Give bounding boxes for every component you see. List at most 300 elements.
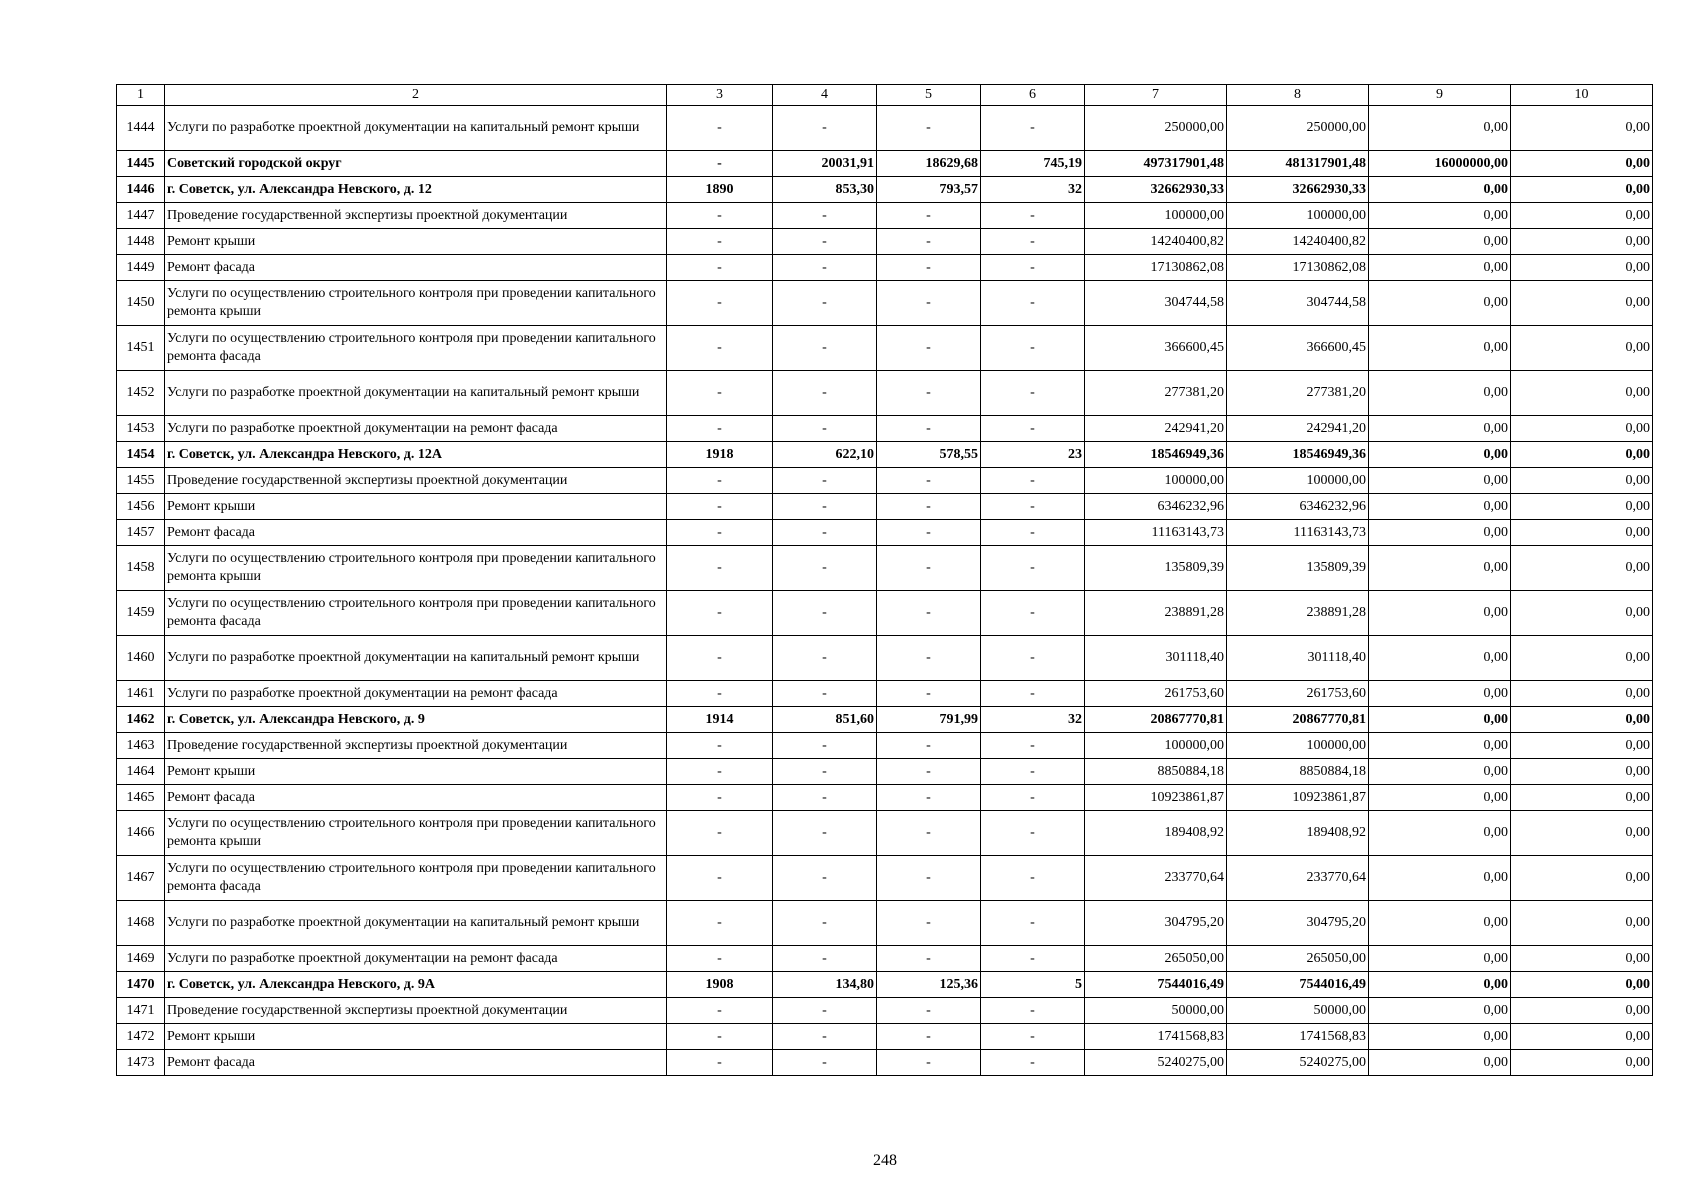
row-number-cell: 1450 xyxy=(117,281,165,326)
col10-cell: 0,00 xyxy=(1511,681,1653,707)
col5-cell: 793,57 xyxy=(877,177,981,203)
col5-cell: - xyxy=(877,1024,981,1050)
description-cell: Услуги по осуществлению строительного контроля при проведении капитального ремонта крыши xyxy=(165,546,667,591)
col4-cell: - xyxy=(773,856,877,901)
col10-cell: 0,00 xyxy=(1511,707,1653,733)
description-cell: Услуги по осуществлению строительного контроля при проведении капитального ремонта фасада xyxy=(165,856,667,901)
col3-cell: - xyxy=(667,546,773,591)
row-number-cell: 1456 xyxy=(117,494,165,520)
column-header-6: 6 xyxy=(981,85,1085,106)
col10-cell: 0,00 xyxy=(1511,255,1653,281)
column-header-5: 5 xyxy=(877,85,981,106)
table-row xyxy=(117,151,1653,177)
col4-cell: - xyxy=(773,106,877,151)
col3-cell: - xyxy=(667,106,773,151)
col10-cell: 0,00 xyxy=(1511,177,1653,203)
col8-cell: 5240275,00 xyxy=(1227,1050,1369,1076)
col6-cell: - xyxy=(981,811,1085,856)
col10-cell: 0,00 xyxy=(1511,203,1653,229)
row-number-cell: 1455 xyxy=(117,468,165,494)
row-number-cell: 1463 xyxy=(117,733,165,759)
col4-cell: - xyxy=(773,636,877,681)
row-number-cell: 1453 xyxy=(117,416,165,442)
table-row xyxy=(117,203,1653,229)
col5-cell: - xyxy=(877,998,981,1024)
col9-cell: 0,00 xyxy=(1369,106,1511,151)
col7-cell: 8850884,18 xyxy=(1085,759,1227,785)
col6-cell: - xyxy=(981,106,1085,151)
row-number-cell: 1464 xyxy=(117,759,165,785)
col3-cell: - xyxy=(667,759,773,785)
col7-cell: 11163143,73 xyxy=(1085,520,1227,546)
col8-cell: 304795,20 xyxy=(1227,901,1369,946)
col10-cell: 0,00 xyxy=(1511,229,1653,255)
col9-cell: 0,00 xyxy=(1369,636,1511,681)
col8-cell: 10923861,87 xyxy=(1227,785,1369,811)
col6-cell: - xyxy=(981,636,1085,681)
col4-cell: - xyxy=(773,281,877,326)
col5-cell: - xyxy=(877,229,981,255)
row-number-cell: 1444 xyxy=(117,106,165,151)
col9-cell: 0,00 xyxy=(1369,520,1511,546)
col5-cell: 125,36 xyxy=(877,972,981,998)
col7-cell: 366600,45 xyxy=(1085,326,1227,371)
col9-cell: 0,00 xyxy=(1369,901,1511,946)
col9-cell: 0,00 xyxy=(1369,468,1511,494)
col10-cell: 0,00 xyxy=(1511,759,1653,785)
col10-cell: 0,00 xyxy=(1511,972,1653,998)
row-number-cell: 1461 xyxy=(117,681,165,707)
table-row xyxy=(117,1050,1653,1076)
col6-cell: - xyxy=(981,856,1085,901)
col6-cell: - xyxy=(981,494,1085,520)
row-number-cell: 1448 xyxy=(117,229,165,255)
col8-cell: 366600,45 xyxy=(1227,326,1369,371)
col5-cell: - xyxy=(877,255,981,281)
col7-cell: 497317901,48 xyxy=(1085,151,1227,177)
col9-cell: 0,00 xyxy=(1369,546,1511,591)
row-number-cell: 1470 xyxy=(117,972,165,998)
col10-cell: 0,00 xyxy=(1511,546,1653,591)
col3-cell: - xyxy=(667,326,773,371)
col7-cell: 265050,00 xyxy=(1085,946,1227,972)
col10-cell: 0,00 xyxy=(1511,733,1653,759)
page-number: 248 xyxy=(873,1152,897,1169)
description-cell: Ремонт крыши xyxy=(165,1024,667,1050)
col5-cell: - xyxy=(877,733,981,759)
col3-cell: - xyxy=(667,416,773,442)
description-cell: Проведение государственной экспертизы проектной документации xyxy=(165,468,667,494)
col3-cell: 1914 xyxy=(667,707,773,733)
col9-cell: 0,00 xyxy=(1369,494,1511,520)
row-number-cell: 1473 xyxy=(117,1050,165,1076)
col10-cell: 0,00 xyxy=(1511,785,1653,811)
column-header-7: 7 xyxy=(1085,85,1227,106)
col5-cell: 18629,68 xyxy=(877,151,981,177)
col10-cell: 0,00 xyxy=(1511,901,1653,946)
col10-cell: 0,00 xyxy=(1511,371,1653,416)
col8-cell: 100000,00 xyxy=(1227,468,1369,494)
col4-cell: - xyxy=(773,229,877,255)
col8-cell: 50000,00 xyxy=(1227,998,1369,1024)
col3-cell: 1890 xyxy=(667,177,773,203)
row-number-cell: 1459 xyxy=(117,591,165,636)
table-row xyxy=(117,371,1653,416)
row-number-cell: 1471 xyxy=(117,998,165,1024)
col4-cell: 20031,91 xyxy=(773,151,877,177)
col6-cell: 32 xyxy=(981,177,1085,203)
description-cell: Услуги по осуществлению строительного контроля при проведении капитального ремонта крыши xyxy=(165,811,667,856)
description-cell: Услуги по осуществлению строительного контроля при проведении капитального ремонта фасада xyxy=(165,591,667,636)
description-cell: Ремонт крыши xyxy=(165,759,667,785)
col5-cell: - xyxy=(877,759,981,785)
table-header-row xyxy=(117,85,1653,106)
col4-cell: - xyxy=(773,759,877,785)
col7-cell: 32662930,33 xyxy=(1085,177,1227,203)
row-number-cell: 1458 xyxy=(117,546,165,591)
col9-cell: 0,00 xyxy=(1369,681,1511,707)
row-number-cell: 1472 xyxy=(117,1024,165,1050)
col9-cell: 0,00 xyxy=(1369,972,1511,998)
col6-cell: - xyxy=(981,901,1085,946)
col4-cell: 622,10 xyxy=(773,442,877,468)
col3-cell: - xyxy=(667,520,773,546)
description-cell: Ремонт крыши xyxy=(165,494,667,520)
col6-cell: 23 xyxy=(981,442,1085,468)
description-cell: Ремонт фасада xyxy=(165,785,667,811)
description-cell: Услуги по разработке проектной документации на капитальный ремонт крыши xyxy=(165,371,667,416)
col3-cell: - xyxy=(667,591,773,636)
col7-cell: 277381,20 xyxy=(1085,371,1227,416)
row-number-cell: 1446 xyxy=(117,177,165,203)
table-row xyxy=(117,468,1653,494)
col7-cell: 250000,00 xyxy=(1085,106,1227,151)
col5-cell: - xyxy=(877,203,981,229)
col5-cell: 578,55 xyxy=(877,442,981,468)
col3-cell: - xyxy=(667,998,773,1024)
col7-cell: 233770,64 xyxy=(1085,856,1227,901)
col10-cell: 0,00 xyxy=(1511,151,1653,177)
description-cell: Проведение государственной экспертизы проектной документации xyxy=(165,998,667,1024)
column-header-9: 9 xyxy=(1369,85,1511,106)
col6-cell: - xyxy=(981,1050,1085,1076)
col4-cell: 851,60 xyxy=(773,707,877,733)
col8-cell: 8850884,18 xyxy=(1227,759,1369,785)
col7-cell: 304795,20 xyxy=(1085,901,1227,946)
col7-cell: 7544016,49 xyxy=(1085,972,1227,998)
col9-cell: 0,00 xyxy=(1369,203,1511,229)
col10-cell: 0,00 xyxy=(1511,811,1653,856)
col6-cell: - xyxy=(981,371,1085,416)
col3-cell: - xyxy=(667,946,773,972)
row-number-cell: 1462 xyxy=(117,707,165,733)
col7-cell: 301118,40 xyxy=(1085,636,1227,681)
col10-cell: 0,00 xyxy=(1511,468,1653,494)
row-number-cell: 1452 xyxy=(117,371,165,416)
col3-cell: - xyxy=(667,371,773,416)
row-number-cell: 1466 xyxy=(117,811,165,856)
col5-cell: - xyxy=(877,785,981,811)
col7-cell: 135809,39 xyxy=(1085,546,1227,591)
col8-cell: 17130862,08 xyxy=(1227,255,1369,281)
table-row xyxy=(117,636,1653,681)
col5-cell: - xyxy=(877,856,981,901)
row-number-cell: 1451 xyxy=(117,326,165,371)
description-cell: Советский городской округ xyxy=(165,151,667,177)
col9-cell: 0,00 xyxy=(1369,281,1511,326)
col4-cell: - xyxy=(773,203,877,229)
col7-cell: 304744,58 xyxy=(1085,281,1227,326)
table-row xyxy=(117,177,1653,203)
col4-cell: - xyxy=(773,946,877,972)
col9-cell: 0,00 xyxy=(1369,442,1511,468)
description-cell: г. Советск, ул. Александра Невского, д. 9 xyxy=(165,707,667,733)
table-row xyxy=(117,494,1653,520)
col9-cell: 0,00 xyxy=(1369,416,1511,442)
col10-cell: 0,00 xyxy=(1511,106,1653,151)
col5-cell: - xyxy=(877,811,981,856)
table-row xyxy=(117,733,1653,759)
col5-cell: - xyxy=(877,106,981,151)
col8-cell: 277381,20 xyxy=(1227,371,1369,416)
col4-cell: - xyxy=(773,681,877,707)
table-row xyxy=(117,681,1653,707)
col6-cell: - xyxy=(981,998,1085,1024)
col8-cell: 135809,39 xyxy=(1227,546,1369,591)
col7-cell: 100000,00 xyxy=(1085,203,1227,229)
description-cell: Услуги по разработке проектной документации на ремонт фасада xyxy=(165,946,667,972)
col10-cell: 0,00 xyxy=(1511,494,1653,520)
col4-cell: - xyxy=(773,494,877,520)
col7-cell: 6346232,96 xyxy=(1085,494,1227,520)
description-cell: г. Советск, ул. Александра Невского, д. 9А xyxy=(165,972,667,998)
col6-cell: - xyxy=(981,520,1085,546)
col3-cell: - xyxy=(667,203,773,229)
col3-cell: - xyxy=(667,229,773,255)
col9-cell: 0,00 xyxy=(1369,1024,1511,1050)
col5-cell: - xyxy=(877,416,981,442)
row-number-cell: 1469 xyxy=(117,946,165,972)
col9-cell: 16000000,00 xyxy=(1369,151,1511,177)
col9-cell: 0,00 xyxy=(1369,255,1511,281)
col6-cell: - xyxy=(981,785,1085,811)
col5-cell: - xyxy=(877,546,981,591)
table-row xyxy=(117,707,1653,733)
col8-cell: 261753,60 xyxy=(1227,681,1369,707)
description-cell: Услуги по разработке проектной документации на ремонт фасада xyxy=(165,681,667,707)
col4-cell: - xyxy=(773,1024,877,1050)
col6-cell: - xyxy=(981,733,1085,759)
col8-cell: 18546949,36 xyxy=(1227,442,1369,468)
col4-cell: - xyxy=(773,901,877,946)
table-row xyxy=(117,520,1653,546)
col5-cell: - xyxy=(877,326,981,371)
col4-cell: - xyxy=(773,733,877,759)
col6-cell: - xyxy=(981,1024,1085,1050)
col7-cell: 261753,60 xyxy=(1085,681,1227,707)
col5-cell: - xyxy=(877,591,981,636)
description-cell: Проведение государственной экспертизы проектной документации xyxy=(165,733,667,759)
col10-cell: 0,00 xyxy=(1511,998,1653,1024)
col3-cell: - xyxy=(667,681,773,707)
col3-cell: - xyxy=(667,733,773,759)
col6-cell: - xyxy=(981,946,1085,972)
col10-cell: 0,00 xyxy=(1511,326,1653,371)
col9-cell: 0,00 xyxy=(1369,733,1511,759)
col8-cell: 20867770,81 xyxy=(1227,707,1369,733)
description-cell: Ремонт фасада xyxy=(165,1050,667,1076)
table-row xyxy=(117,416,1653,442)
col7-cell: 100000,00 xyxy=(1085,733,1227,759)
col9-cell: 0,00 xyxy=(1369,326,1511,371)
col10-cell: 0,00 xyxy=(1511,946,1653,972)
col9-cell: 0,00 xyxy=(1369,591,1511,636)
col7-cell: 50000,00 xyxy=(1085,998,1227,1024)
table-row xyxy=(117,546,1653,591)
table-row xyxy=(117,281,1653,326)
table-row xyxy=(117,901,1653,946)
col6-cell: - xyxy=(981,326,1085,371)
col9-cell: 0,00 xyxy=(1369,998,1511,1024)
col8-cell: 242941,20 xyxy=(1227,416,1369,442)
col3-cell: 1918 xyxy=(667,442,773,468)
col4-cell: - xyxy=(773,416,877,442)
col3-cell: - xyxy=(667,1024,773,1050)
table-row xyxy=(117,811,1653,856)
table-row xyxy=(117,998,1653,1024)
description-cell: Услуги по разработке проектной документации на капитальный ремонт крыши xyxy=(165,901,667,946)
col9-cell: 0,00 xyxy=(1369,785,1511,811)
col3-cell: - xyxy=(667,811,773,856)
col3-cell: - xyxy=(667,494,773,520)
col7-cell: 242941,20 xyxy=(1085,416,1227,442)
description-cell: Ремонт крыши xyxy=(165,229,667,255)
col5-cell: - xyxy=(877,371,981,416)
col7-cell: 5240275,00 xyxy=(1085,1050,1227,1076)
col10-cell: 0,00 xyxy=(1511,442,1653,468)
col5-cell: 791,99 xyxy=(877,707,981,733)
col9-cell: 0,00 xyxy=(1369,1050,1511,1076)
row-number-cell: 1465 xyxy=(117,785,165,811)
col3-cell: - xyxy=(667,856,773,901)
col9-cell: 0,00 xyxy=(1369,229,1511,255)
description-cell: Ремонт фасада xyxy=(165,520,667,546)
col3-cell: - xyxy=(667,468,773,494)
col10-cell: 0,00 xyxy=(1511,281,1653,326)
column-header-1: 1 xyxy=(117,85,165,106)
col8-cell: 14240400,82 xyxy=(1227,229,1369,255)
col8-cell: 233770,64 xyxy=(1227,856,1369,901)
col7-cell: 18546949,36 xyxy=(1085,442,1227,468)
col6-cell: 5 xyxy=(981,972,1085,998)
col7-cell: 14240400,82 xyxy=(1085,229,1227,255)
col4-cell: - xyxy=(773,326,877,371)
col6-cell: - xyxy=(981,681,1085,707)
col3-cell: - xyxy=(667,901,773,946)
col7-cell: 1741568,83 xyxy=(1085,1024,1227,1050)
table-row xyxy=(117,326,1653,371)
col4-cell: - xyxy=(773,255,877,281)
col8-cell: 481317901,48 xyxy=(1227,151,1369,177)
col6-cell: - xyxy=(981,281,1085,326)
table-row xyxy=(117,255,1653,281)
col4-cell: - xyxy=(773,998,877,1024)
col4-cell: - xyxy=(773,468,877,494)
col8-cell: 189408,92 xyxy=(1227,811,1369,856)
row-number-cell: 1468 xyxy=(117,901,165,946)
col10-cell: 0,00 xyxy=(1511,520,1653,546)
col4-cell: 853,30 xyxy=(773,177,877,203)
col6-cell: - xyxy=(981,416,1085,442)
row-number-cell: 1449 xyxy=(117,255,165,281)
col5-cell: - xyxy=(877,681,981,707)
table-row xyxy=(117,785,1653,811)
table-row xyxy=(117,972,1653,998)
row-number-cell: 1457 xyxy=(117,520,165,546)
table-row xyxy=(117,591,1653,636)
col8-cell: 265050,00 xyxy=(1227,946,1369,972)
col5-cell: - xyxy=(877,494,981,520)
column-header-8: 8 xyxy=(1227,85,1369,106)
column-header-4: 4 xyxy=(773,85,877,106)
col5-cell: - xyxy=(877,946,981,972)
description-cell: г. Советск, ул. Александра Невского, д. 12 xyxy=(165,177,667,203)
table-row xyxy=(117,1024,1653,1050)
col8-cell: 301118,40 xyxy=(1227,636,1369,681)
col4-cell: - xyxy=(773,785,877,811)
col8-cell: 238891,28 xyxy=(1227,591,1369,636)
description-cell: Услуги по разработке проектной документации на капитальный ремонт крыши xyxy=(165,106,667,151)
col3-cell: - xyxy=(667,255,773,281)
row-number-cell: 1454 xyxy=(117,442,165,468)
col5-cell: - xyxy=(877,468,981,494)
col6-cell: 32 xyxy=(981,707,1085,733)
col5-cell: - xyxy=(877,901,981,946)
col7-cell: 100000,00 xyxy=(1085,468,1227,494)
row-number-cell: 1460 xyxy=(117,636,165,681)
col9-cell: 0,00 xyxy=(1369,759,1511,785)
description-cell: Проведение государственной экспертизы проектной документации xyxy=(165,203,667,229)
col4-cell: - xyxy=(773,520,877,546)
table-body xyxy=(117,106,1653,1076)
row-number-cell: 1445 xyxy=(117,151,165,177)
col3-cell: - xyxy=(667,281,773,326)
col4-cell: - xyxy=(773,811,877,856)
column-header-2: 2 xyxy=(165,85,667,106)
col4-cell: 134,80 xyxy=(773,972,877,998)
col8-cell: 100000,00 xyxy=(1227,733,1369,759)
col9-cell: 0,00 xyxy=(1369,946,1511,972)
col3-cell: - xyxy=(667,151,773,177)
description-cell: Услуги по осуществлению строительного контроля при проведении капитального ремонта фасада xyxy=(165,326,667,371)
col3-cell: - xyxy=(667,1050,773,1076)
col4-cell: - xyxy=(773,1050,877,1076)
description-cell: Ремонт фасада xyxy=(165,255,667,281)
col10-cell: 0,00 xyxy=(1511,1024,1653,1050)
col3-cell: - xyxy=(667,636,773,681)
col7-cell: 238891,28 xyxy=(1085,591,1227,636)
col9-cell: 0,00 xyxy=(1369,371,1511,416)
col9-cell: 0,00 xyxy=(1369,707,1511,733)
column-header-10: 10 xyxy=(1511,85,1653,106)
col6-cell: - xyxy=(981,759,1085,785)
col7-cell: 20867770,81 xyxy=(1085,707,1227,733)
col8-cell: 304744,58 xyxy=(1227,281,1369,326)
col9-cell: 0,00 xyxy=(1369,811,1511,856)
col6-cell: 745,19 xyxy=(981,151,1085,177)
table-row xyxy=(117,946,1653,972)
table-row xyxy=(117,106,1653,151)
